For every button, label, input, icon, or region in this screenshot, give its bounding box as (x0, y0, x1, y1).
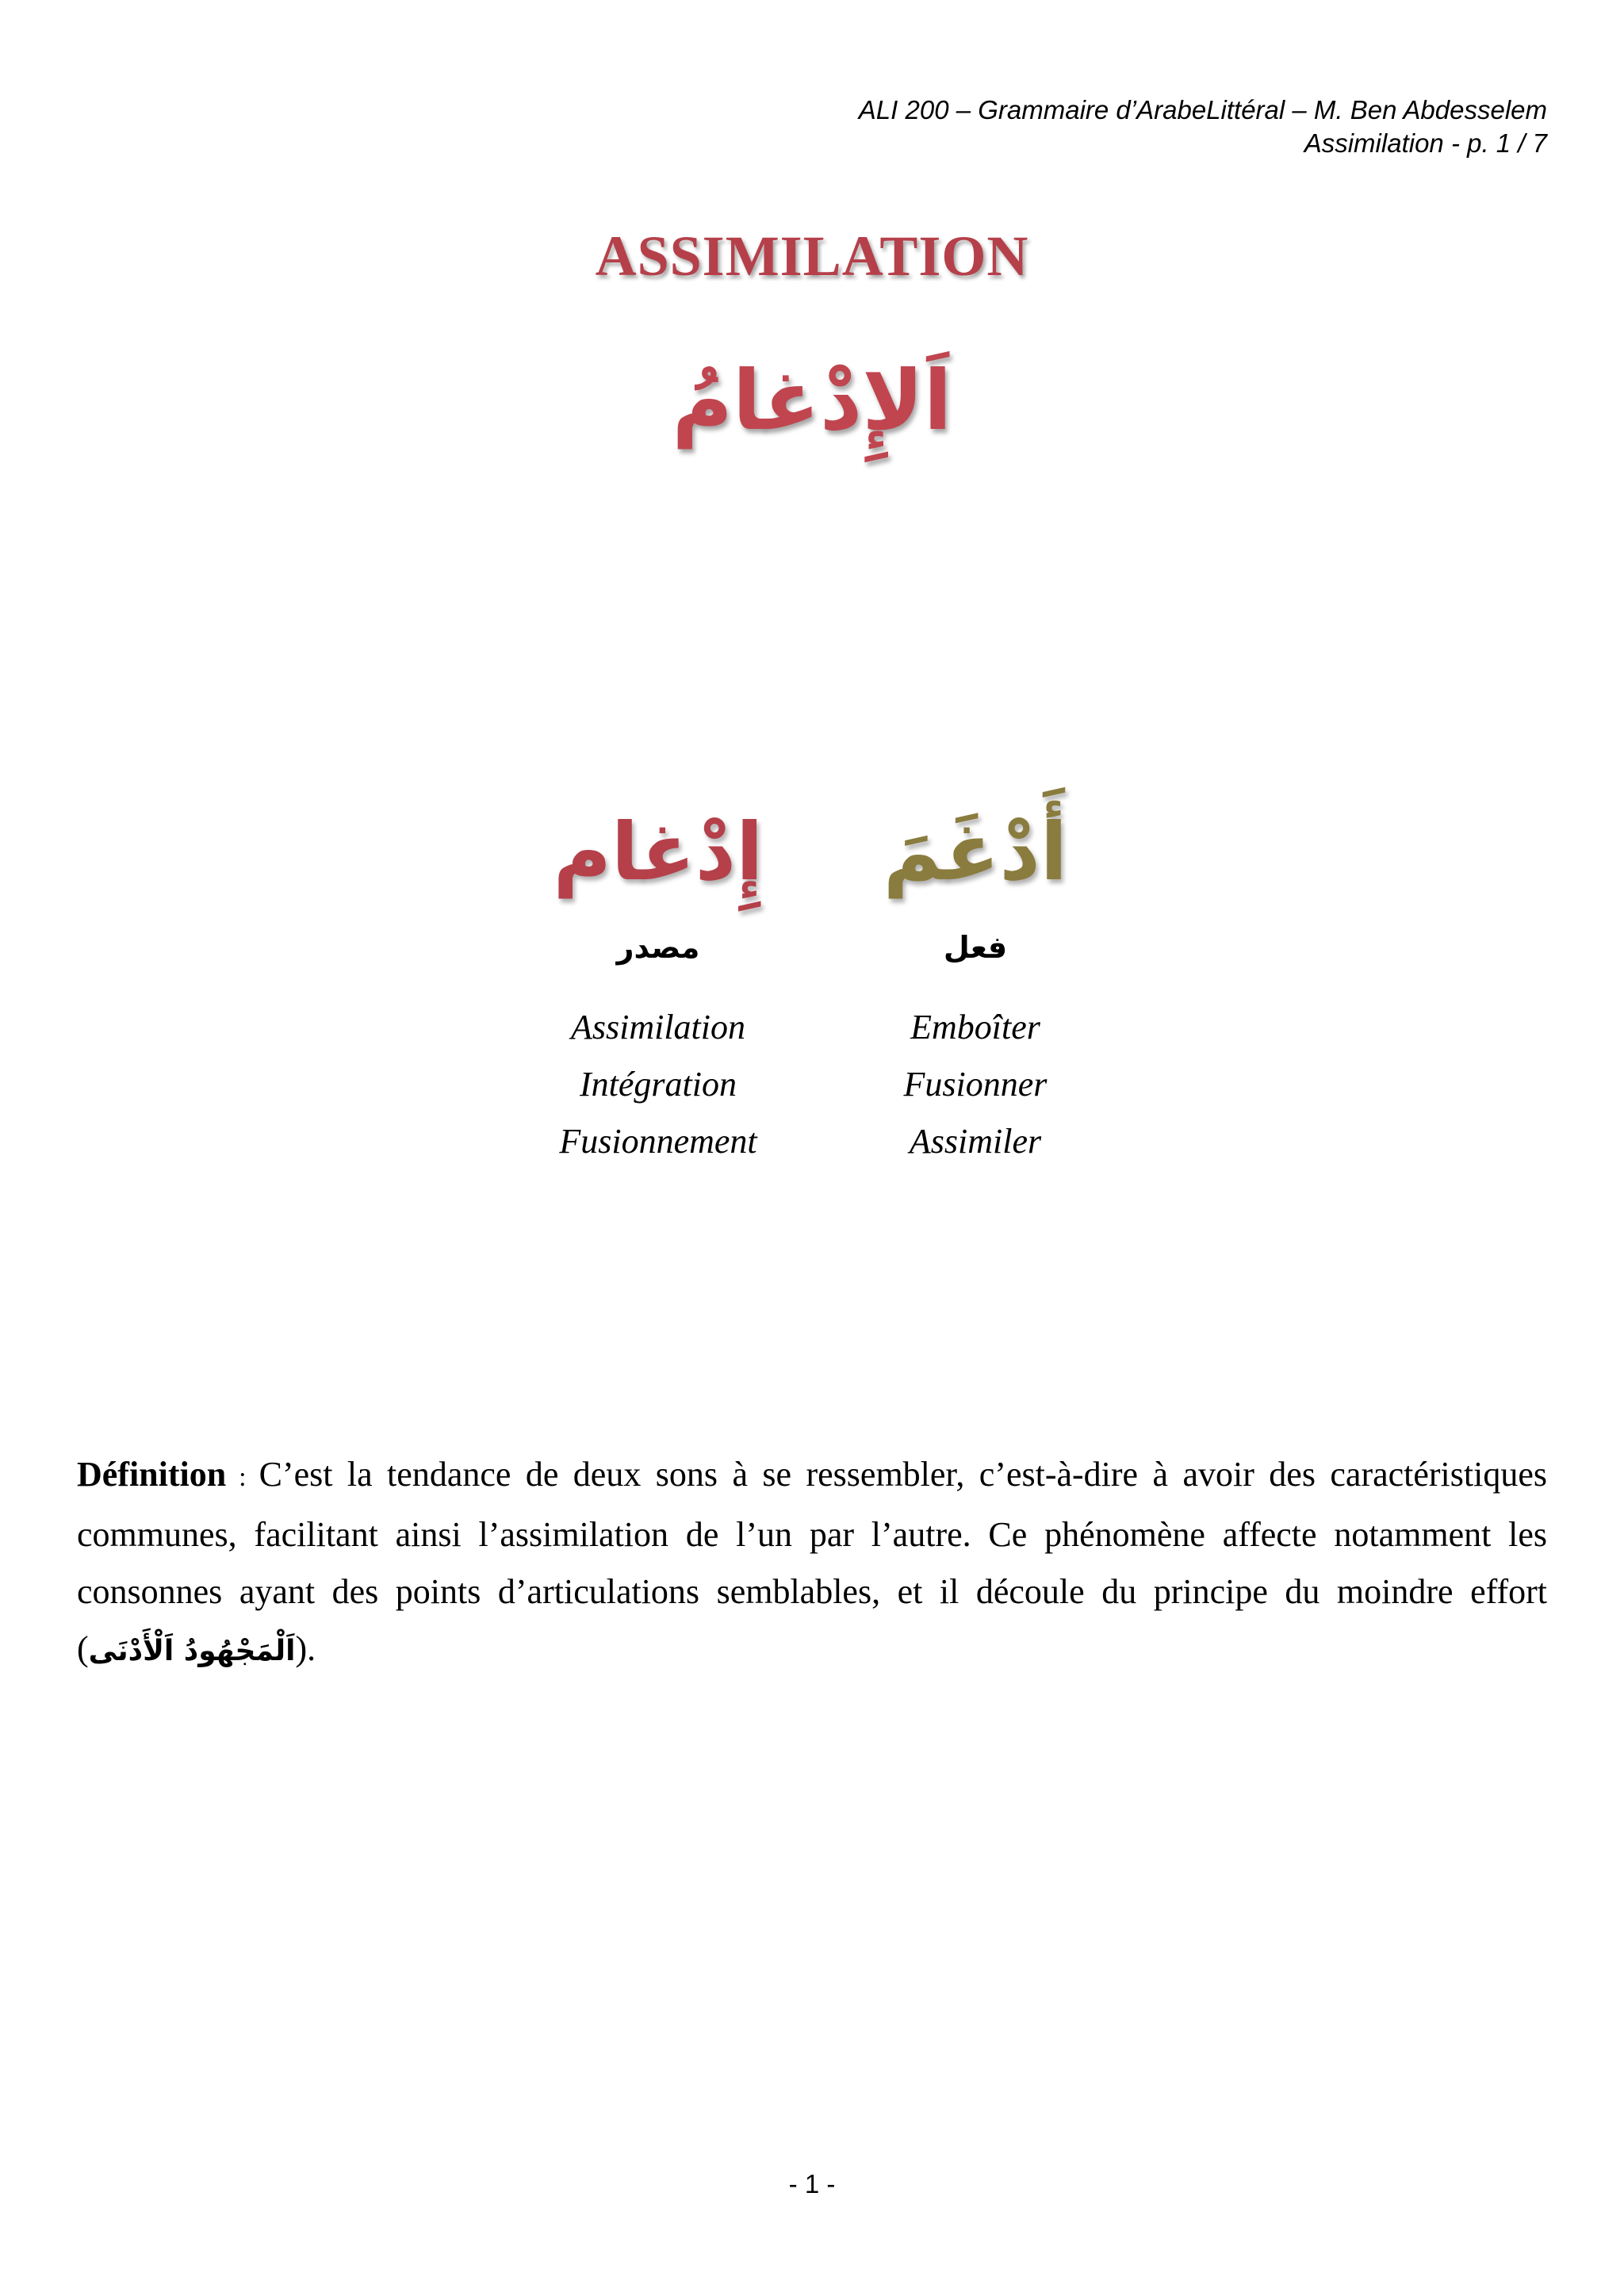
verb-arabic-word: أَدْغَمَ (883, 806, 1068, 898)
noun-column (476, 793, 841, 1170)
definition-colon: : (226, 1463, 259, 1492)
verb-column (793, 793, 1158, 1170)
page-title-arabic: اَلإِدْغامُ (672, 352, 952, 449)
noun-translation: Fusionnement (559, 1122, 757, 1161)
noun-arabic-word: إِدْغام (553, 806, 764, 898)
verb-translation: Assimiler (909, 1122, 1042, 1161)
verb-translation: Fusionner (903, 1065, 1048, 1104)
definition-closing: ). (295, 1629, 316, 1668)
definition-label: Définition (77, 1455, 227, 1494)
definition-paragraph (77, 1446, 1547, 1680)
running-header (859, 94, 1547, 160)
page-title: ASSIMILATION (595, 224, 1029, 288)
page-number: - 1 - (788, 2169, 836, 2198)
header-course-line: ALI 200 – Grammaire d’ArabeLittéral – M. Ben Abdesselem (858, 95, 1547, 124)
noun-translations (476, 999, 841, 1170)
definition-arabic-term: اَلْمَجْهُودُ اَلْأَدْنَى (88, 1635, 296, 1667)
noun-translation: Assimilation (570, 1008, 746, 1047)
noun-category: مصدر (616, 930, 700, 965)
noun-translation: Intégration (580, 1065, 737, 1104)
definition-text: C’est la tendance de deux sons à se ressembler, c’est-à-dire à avoir des caractéristiques communes, facilitant ainsi l’assimilation de l’un par l’autre. Ce phénomène affecte notamment les consonnes ayant des points d’articulations semblables, et il découle du principe du moindre effort ( (77, 1455, 1548, 1668)
verb-category: فعل (943, 930, 1008, 965)
verb-translation: Emboîter (910, 1008, 1040, 1047)
verb-translations (793, 999, 1158, 1170)
header-page-line: Assimilation - p. 1 / 7 (1304, 128, 1547, 158)
